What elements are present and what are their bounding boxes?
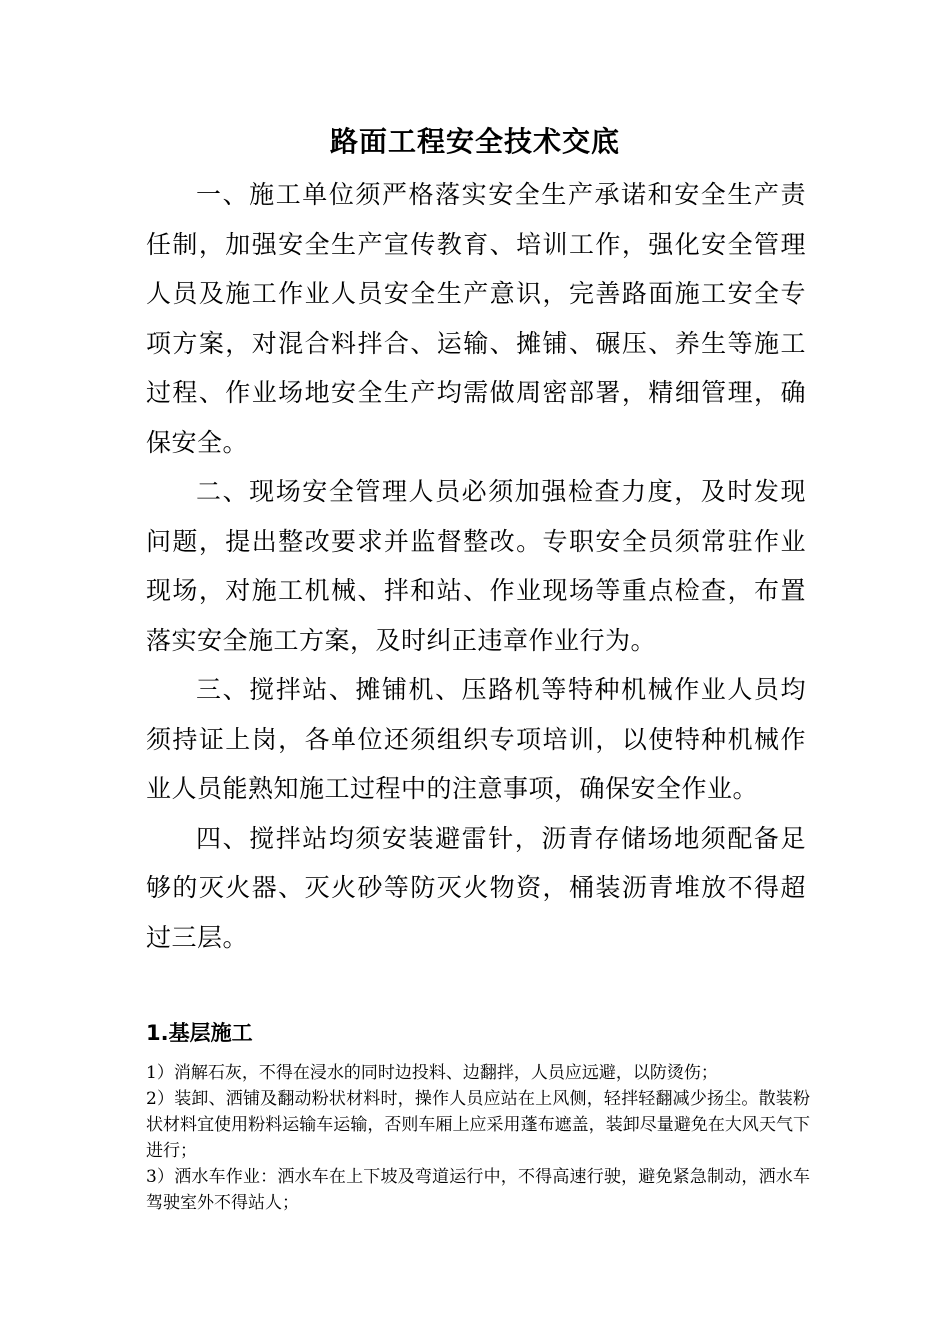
list-item: 3）洒水车作业：洒水车在上下坡及弯道运行中，不得高速行驶，避免紧急制动，洒水车驾驶室外不得站人； xyxy=(146,1167,810,1213)
section-heading: 1.基层施工 xyxy=(146,1021,253,1045)
paragraph-3: 三、搅拌站、摊铺机、压路机等特种机械作业人员均须持证上岗，各单位还须组织专项培训，以使特种机械作业人员能熟知施工过程中的注意事项，确保安全作业。 xyxy=(146,675,806,803)
list-item: 2）装卸、洒铺及翻动粉状材料时，操作人员应站在上风侧，轻拌轻翻减少扬尘。散装粉状材料宜使用粉料运输车运输，否则车厢上应采用蓬布遮盖，装卸尽量避免在大风天气下进行； xyxy=(146,1089,810,1161)
document-body xyxy=(146,170,806,962)
document-title: 路面工程安全技术交底 xyxy=(329,125,620,158)
paragraph-1: 一、施工单位须严格落实安全生产承诺和安全生产责任制，加强安全生产宣传教育、培训工作，强化安全管理人员及施工作业人员安全生产意识，完善路面施工安全专项方案，对混合料拌合、运输、摊铺、碾压、养生等施工过程、作业场地安全生产均需做周密部署，精细管理，确保安全。 xyxy=(146,180,806,457)
paragraph-2: 二、现场安全管理人员必须加强检查力度，及时发现问题，提出整改要求并监督整改。专职安全员须常驻作业现场，对施工机械、拌和站、作业现场等重点检查，布置落实安全施工方案，及时纠正违章作业行为。 xyxy=(146,477,806,655)
list-item: 1）消解石灰，不得在浸水的同时边投料、边翻拌，人员应远避，以防烫伤； xyxy=(146,1063,718,1083)
section-item-list xyxy=(146,1060,810,1216)
paragraph-4: 四、搅拌站均须安装避雷针，沥青存储场地须配备足够的灭火器、灭火砂等防灭火物资，桶装沥青堆放不得超过三层。 xyxy=(146,823,806,952)
